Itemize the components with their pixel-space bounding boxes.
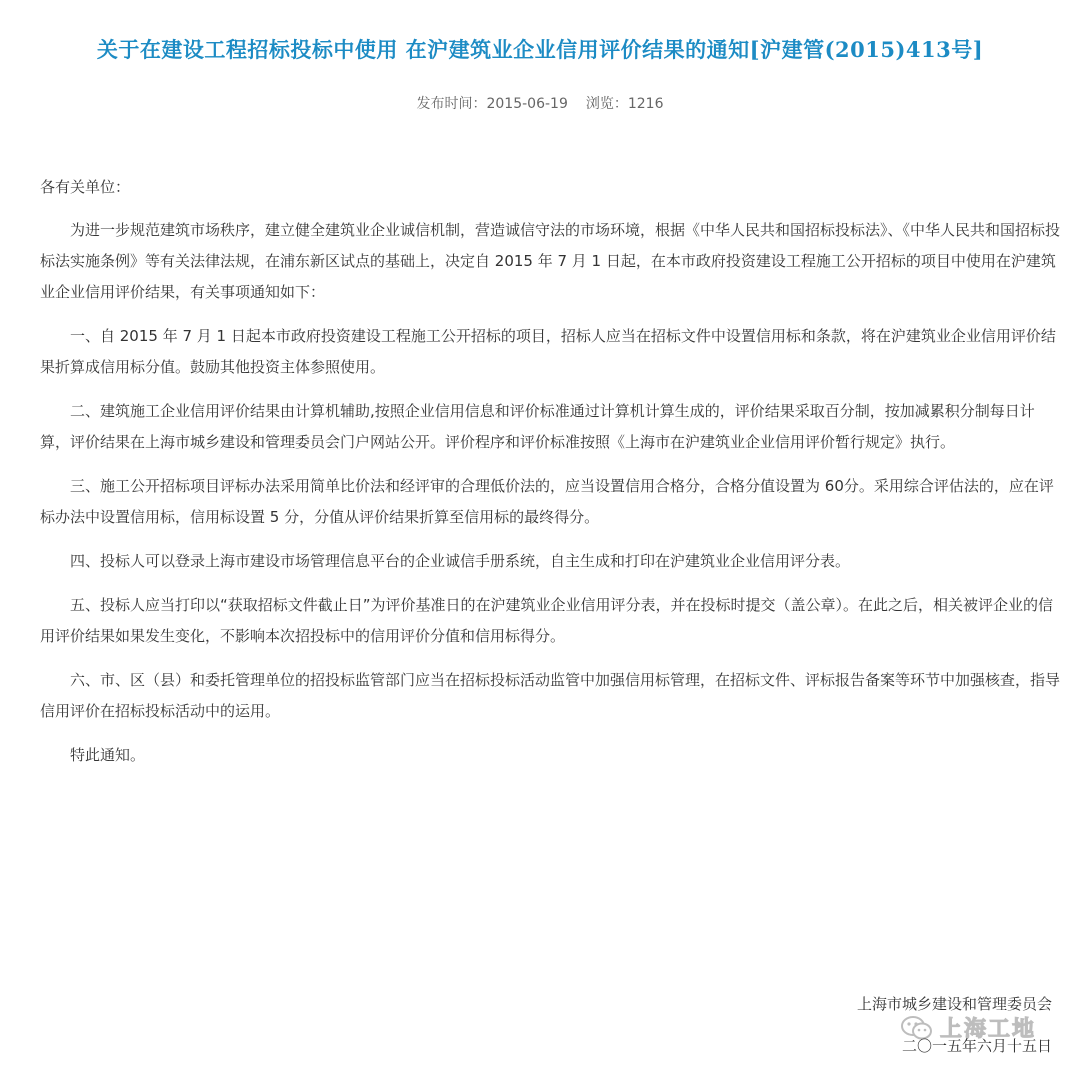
paragraph-item-1: 一、自 2015 年 7 月 1 日起本市政府投资建设工程施工公开招标的项目，招标人应当在招标文件中设置信用标和条款，将在沪建筑业企业信用评价结果折算成信用标分值。鼓励其他投资主体参照使用。 [40, 327, 1056, 376]
page-title: 关于在建设工程招标投标中使用 在沪建筑业企业信用评价结果的通知[沪建管(2015)413号] [96, 37, 984, 62]
paragraph-item-5: 五、投标人应当打印以“获取招标文件截止日”为评价基准日的在沪建筑业企业信用评分表，并在投标时提交（盖公章）。在此之后，相关被评企业的信用评价结果如果发生变化，不影响本次招投标中的信用评价分值和信用标得分。 [40, 596, 1054, 645]
issue-date: 二〇一五年六月十五日 [901, 1037, 1052, 1055]
article-meta [0, 93, 1080, 113]
paragraph-item-2: 二、建筑施工企业信用评价结果由计算机辅助,按照企业信用信息和评价标准通过计算机计算生成的，评价结果采取百分制，按加减累积分制每日计算，评价结果在上海市城乡建设和管理委员会门户网站公开。评价程序和评价标准按照《上海市在沪建筑业企业信用评价暂行规定》执行。 [40, 402, 1035, 451]
paragraph-item-4: 四、投标人可以登录上海市建设市场管理信息平台的企业诚信手册系统，自主生成和打印在沪建筑业企业信用评分表。 [70, 552, 851, 570]
article-body [40, 172, 1060, 784]
view-count: 浏览：1216 [585, 96, 664, 112]
closing-remark: 特此通知。 [70, 746, 146, 764]
issuer-name: 上海市城乡建设和管理委员会 [856, 995, 1052, 1013]
salutation: 各有关单位： [40, 178, 131, 196]
paragraph-intro: 为进一步规范建筑市场秩序，建立健全建筑业企业诚信机制，营造诚信守法的市场环境，根据《中华人民共和国招标投标法》、《中华人民共和国招标投标法实施条例》等有关法律法规，在浦东新区试点的基础上，决定自 2015 年 7 月 1 日起，在本市政府投资建设工程施工公开招标的项目中使用在沪建筑业企业信用评价结果，有关事项通知如下： [40, 221, 1061, 301]
publish-date: 发布时间：2015-06-19 [416, 96, 568, 112]
paragraph-item-6: 六、市、区（县）和委托管理单位的招投标监管部门应当在招标投标活动监管中加强信用标管理，在招标文件、评标报告备案等环节中加强核查，指导信用评价在招标投标活动中的运用。 [40, 671, 1061, 720]
watermark-text: 上海工地 [940, 1017, 1037, 1042]
paragraph-item-3: 三、施工公开招标项目评标办法采用简单比价法和经评审的合理低价法的，应当设置信用合格分，合格分值设置为 60分。采用综合评估法的，应在评标办法中设置信用标，信用标设置 5 分，分值从评价结果折算至信用标的最终得分。 [40, 477, 1054, 526]
